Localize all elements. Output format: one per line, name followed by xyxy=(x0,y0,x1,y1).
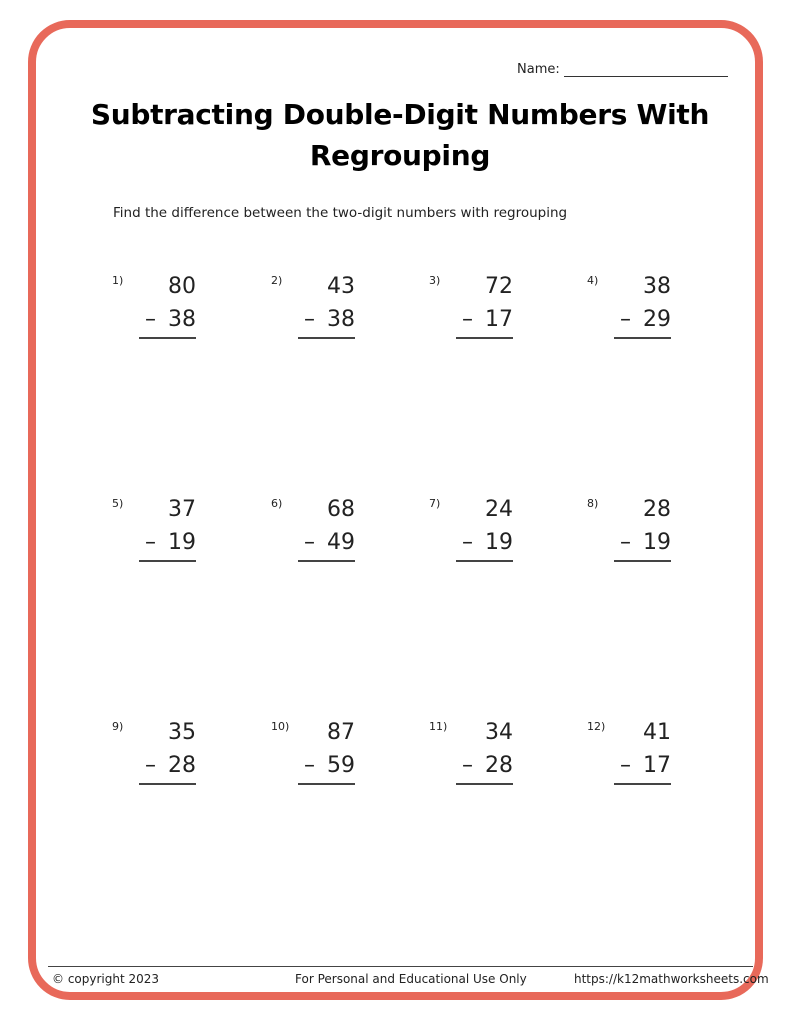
minus-sign: – xyxy=(145,753,156,778)
minuend: 37 xyxy=(168,497,196,522)
problem-number: 11) xyxy=(429,720,448,733)
problem-number: 10) xyxy=(271,720,290,733)
minuend: 38 xyxy=(643,274,671,299)
minus-sign: – xyxy=(304,530,315,555)
subtrahend: 19 xyxy=(485,530,513,555)
title-line-1: Subtracting Double-Digit Numbers With xyxy=(90,98,710,131)
subtrahend: 19 xyxy=(643,530,671,555)
name-field xyxy=(517,62,728,77)
problem xyxy=(271,493,361,573)
minuend: 28 xyxy=(643,497,671,522)
problem-number: 12) xyxy=(587,720,606,733)
subtrahend: 59 xyxy=(327,753,355,778)
minus-sign: – xyxy=(145,307,156,332)
subtrahend: 17 xyxy=(643,753,671,778)
minuend: 35 xyxy=(168,720,196,745)
minus-sign: – xyxy=(304,753,315,778)
problem-number: 3) xyxy=(429,274,441,287)
answer-line xyxy=(456,560,513,562)
minus-sign: – xyxy=(462,530,473,555)
problem xyxy=(112,716,202,796)
minuend: 72 xyxy=(485,274,513,299)
answer-line xyxy=(456,337,513,339)
answer-line xyxy=(139,783,196,785)
problem xyxy=(112,270,202,350)
minuend: 41 xyxy=(643,720,671,745)
answer-line xyxy=(298,560,355,562)
page-title xyxy=(60,94,740,176)
subtrahend: 29 xyxy=(643,307,671,332)
footer-divider xyxy=(48,966,753,967)
problem xyxy=(271,270,361,350)
answer-line xyxy=(456,783,513,785)
subtrahend: 28 xyxy=(485,753,513,778)
subtrahend: 17 xyxy=(485,307,513,332)
problem xyxy=(271,716,361,796)
minuend: 87 xyxy=(327,720,355,745)
minuend: 34 xyxy=(485,720,513,745)
footer-url[interactable]: https://k12mathworksheets.com xyxy=(574,972,769,986)
problem-number: 4) xyxy=(587,274,599,287)
subtrahend: 49 xyxy=(327,530,355,555)
answer-line xyxy=(298,337,355,339)
footer-copyright: © copyright 2023 xyxy=(52,972,160,986)
minuend: 68 xyxy=(327,497,355,522)
instructions: Find the difference between the two-digit numbers with regrouping xyxy=(113,205,568,221)
minus-sign: – xyxy=(620,753,631,778)
answer-line xyxy=(139,560,196,562)
subtrahend: 28 xyxy=(168,753,196,778)
problem xyxy=(587,493,677,573)
answer-line xyxy=(298,783,355,785)
problem-number: 8) xyxy=(587,497,599,510)
minus-sign: – xyxy=(462,307,473,332)
answer-line xyxy=(139,337,196,339)
answer-line xyxy=(614,337,671,339)
title-line-2: Regrouping xyxy=(309,139,491,172)
problem xyxy=(587,270,677,350)
subtrahend: 38 xyxy=(168,307,196,332)
problem xyxy=(429,270,519,350)
minus-sign: – xyxy=(462,753,473,778)
subtrahend: 19 xyxy=(168,530,196,555)
problem-number: 1) xyxy=(112,274,124,287)
answer-line xyxy=(614,783,671,785)
problem-number: 6) xyxy=(271,497,283,510)
minuend: 24 xyxy=(485,497,513,522)
minus-sign: – xyxy=(620,307,631,332)
problem-number: 5) xyxy=(112,497,124,510)
name-blank-line[interactable] xyxy=(564,62,728,77)
problem-number: 7) xyxy=(429,497,441,510)
problem xyxy=(112,493,202,573)
name-label: Name: xyxy=(517,62,560,77)
problem-number: 9) xyxy=(112,720,124,733)
problem xyxy=(429,493,519,573)
minuend: 80 xyxy=(168,274,196,299)
minuend: 43 xyxy=(327,274,355,299)
problem xyxy=(429,716,519,796)
minus-sign: – xyxy=(620,530,631,555)
minus-sign: – xyxy=(304,307,315,332)
problem xyxy=(587,716,677,796)
minus-sign: – xyxy=(145,530,156,555)
subtrahend: 38 xyxy=(327,307,355,332)
problem-number: 2) xyxy=(271,274,283,287)
footer-notice: For Personal and Educational Use Only xyxy=(295,972,527,986)
answer-line xyxy=(614,560,671,562)
